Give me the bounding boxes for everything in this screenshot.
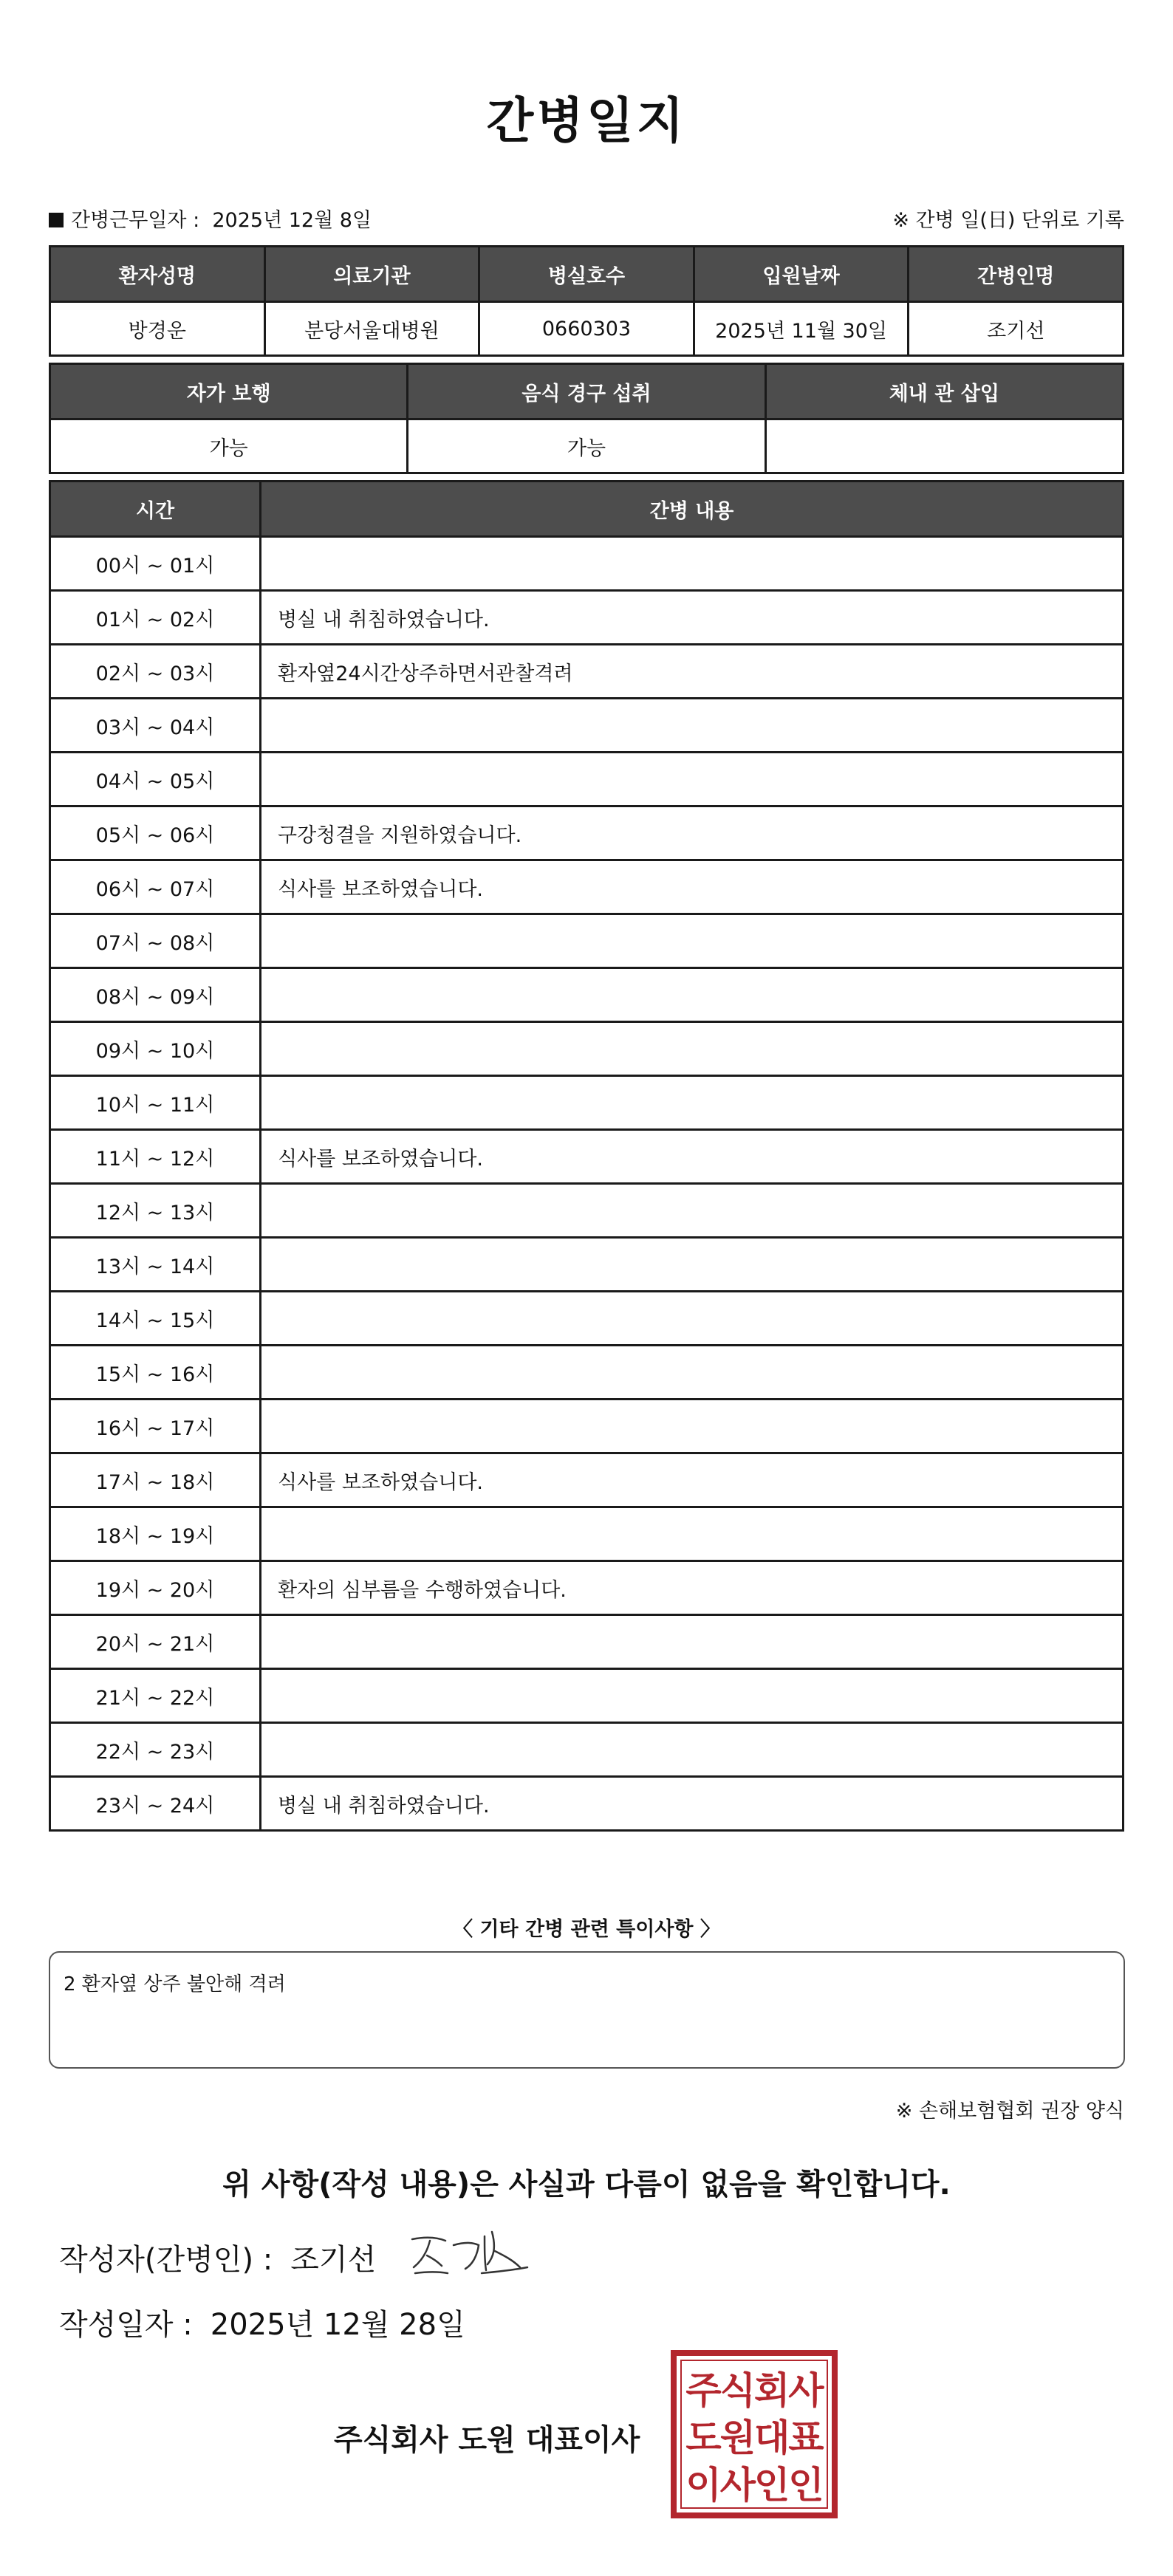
time-slot: 08시 ~ 09시	[50, 968, 261, 1022]
table-row	[50, 1777, 1124, 1831]
work-date-label: 간병근무일자	[71, 209, 187, 232]
patient-name: 방경운	[50, 302, 265, 356]
header-admission-date: 입원날짜	[694, 247, 909, 302]
svg-text:도원대표: 도원대표	[685, 2416, 823, 2459]
care-content	[261, 1292, 1124, 1346]
svg-text:주식회사: 주식회사	[685, 2369, 823, 2412]
care-content: 환자옆24시간상주하면서관찰격려	[261, 645, 1124, 699]
source-note: ※ 손해보험협회 권장 양식	[895, 2100, 1124, 2123]
time-slot: 01시 ~ 02시	[50, 591, 261, 645]
table-row	[50, 968, 1124, 1022]
time-slot: 05시 ~ 06시	[50, 806, 261, 860]
room-number: 0660303	[479, 302, 694, 356]
time-slot: 06시 ~ 07시	[50, 860, 261, 914]
time-slot: 19시 ~ 20시	[50, 1561, 261, 1615]
table-header-row	[50, 482, 1124, 537]
table-row	[50, 699, 1124, 753]
table-header-row	[50, 364, 1124, 419]
work-date-separator: :	[186, 209, 213, 232]
patient-status-table	[49, 363, 1124, 474]
time-slot: 22시 ~ 23시	[50, 1723, 261, 1777]
special-notes-text: 2 환자옆 상주 불안해 격려	[64, 1973, 286, 1996]
writer-label: 작성자(간병인) :	[59, 2243, 273, 2277]
care-content	[261, 753, 1124, 806]
svg-text:이사인인: 이사인인	[685, 2464, 823, 2507]
table-row	[50, 1076, 1124, 1130]
time-slot: 00시 ~ 01시	[50, 537, 261, 591]
care-content	[261, 1184, 1124, 1238]
tube-insertion	[765, 419, 1123, 473]
header-time: 시간	[50, 482, 261, 537]
table-row	[50, 1346, 1124, 1400]
time-slot: 15시 ~ 16시	[50, 1346, 261, 1400]
table-row	[50, 1184, 1124, 1238]
table-row	[50, 1453, 1124, 1507]
care-content	[261, 1076, 1124, 1130]
care-content	[261, 1507, 1124, 1561]
time-slot: 03시 ~ 04시	[50, 699, 261, 753]
table-row	[50, 645, 1124, 699]
care-content: 병실 내 취침하였습니다.	[261, 1777, 1124, 1831]
care-content	[261, 1669, 1124, 1723]
special-notes-box	[49, 1951, 1125, 2069]
header-patient-name: 환자성명	[50, 247, 265, 302]
time-slot: 02시 ~ 03시	[50, 645, 261, 699]
time-slot: 11시 ~ 12시	[50, 1130, 261, 1184]
care-content: 식사를 보조하였습니다.	[261, 1130, 1124, 1184]
header-room-number: 병실호수	[479, 247, 694, 302]
table-row	[50, 1669, 1124, 1723]
admission-date: 2025년 11월 30일	[694, 302, 909, 356]
caregiver-name: 조기선	[909, 302, 1124, 356]
table-row	[50, 1723, 1124, 1777]
time-slot: 07시 ~ 08시	[50, 914, 261, 968]
care-content	[261, 537, 1124, 591]
header-caregiver-name: 간병인명	[909, 247, 1124, 302]
care-content	[261, 914, 1124, 968]
oral-intake: 가능	[408, 419, 765, 473]
table-row	[50, 591, 1124, 645]
table-row	[50, 419, 1124, 473]
header-care-content: 간병 내용	[261, 482, 1124, 537]
time-slot: 21시 ~ 22시	[50, 1669, 261, 1723]
record-unit-note: ※ 간병 일(日) 단위로 기록	[892, 209, 1124, 232]
table-row	[50, 1400, 1124, 1453]
care-content	[261, 1238, 1124, 1292]
writer-name: 조기선	[290, 2243, 377, 2277]
time-slot: 16시 ~ 17시	[50, 1400, 261, 1453]
table-row	[50, 860, 1124, 914]
time-slot: 09시 ~ 10시	[50, 1022, 261, 1076]
time-slot: 14시 ~ 15시	[50, 1292, 261, 1346]
handwritten-signature	[405, 2223, 530, 2282]
table-row	[50, 1507, 1124, 1561]
page-title: 간병일지	[486, 92, 687, 149]
time-slot: 04시 ~ 05시	[50, 753, 261, 806]
care-content	[261, 699, 1124, 753]
patient-info-table	[49, 245, 1124, 357]
care-content	[261, 1615, 1124, 1669]
time-slot: 18시 ~ 19시	[50, 1507, 261, 1561]
care-content: 식사를 보조하였습니다.	[261, 860, 1124, 914]
care-content	[261, 1400, 1124, 1453]
company-representative: 주식회사 도원 대표이사	[334, 2423, 640, 2457]
table-row	[50, 1615, 1124, 1669]
header-self-walking: 자가 보행	[50, 364, 408, 419]
table-row	[50, 1022, 1124, 1076]
care-content: 환자의 심부름을 수행하였습니다.	[261, 1561, 1124, 1615]
table-row	[50, 1292, 1124, 1346]
company-seal-stamp	[669, 2349, 839, 2520]
care-content: 구강청결을 지원하였습니다.	[261, 806, 1124, 860]
care-content	[261, 1346, 1124, 1400]
time-slot: 20시 ~ 21시	[50, 1615, 261, 1669]
care-content	[261, 1022, 1124, 1076]
time-slot: 13시 ~ 14시	[50, 1238, 261, 1292]
header-oral-intake: 음식 경구 섭취	[408, 364, 765, 419]
time-slot: 12시 ~ 13시	[50, 1184, 261, 1238]
time-slot: 10시 ~ 11시	[50, 1076, 261, 1130]
table-header-row	[50, 247, 1124, 302]
special-notes-title: 〈 기타 간병 관련 특이사항 〉	[453, 1918, 720, 1941]
care-content: 병실 내 취침하였습니다.	[261, 591, 1124, 645]
table-row	[50, 302, 1124, 356]
table-row	[50, 914, 1124, 968]
square-bullet-icon	[49, 213, 64, 227]
table-row	[50, 806, 1124, 860]
self-walking: 가능	[50, 419, 408, 473]
hospital: 분당서울대병원	[264, 302, 479, 356]
header-tube-insertion: 체내 관 삽입	[765, 364, 1123, 419]
written-date-value: 2025년 12월 28일	[210, 2308, 465, 2342]
time-slot: 17시 ~ 18시	[50, 1453, 261, 1507]
care-content	[261, 1723, 1124, 1777]
work-date-value: 2025년 12월 8일	[212, 209, 372, 232]
table-row	[50, 1238, 1124, 1292]
table-row	[50, 1561, 1124, 1615]
table-row	[50, 753, 1124, 806]
care-content: 식사를 보조하였습니다.	[261, 1453, 1124, 1507]
log-rows	[50, 537, 1124, 1831]
table-row	[50, 1130, 1124, 1184]
confirmation-statement: 위 사항(작성 내용)은 사실과 다름이 없음을 확인합니다.	[222, 2168, 951, 2202]
table-row	[50, 537, 1124, 591]
hourly-care-log-table	[49, 480, 1124, 1832]
time-slot: 23시 ~ 24시	[50, 1777, 261, 1831]
writer-line	[59, 2236, 376, 2278]
written-date-label: 작성일자 :	[59, 2308, 193, 2342]
work-date	[49, 204, 372, 233]
care-content	[261, 968, 1124, 1022]
header-hospital: 의료기관	[264, 247, 479, 302]
written-date-line	[59, 2301, 465, 2343]
